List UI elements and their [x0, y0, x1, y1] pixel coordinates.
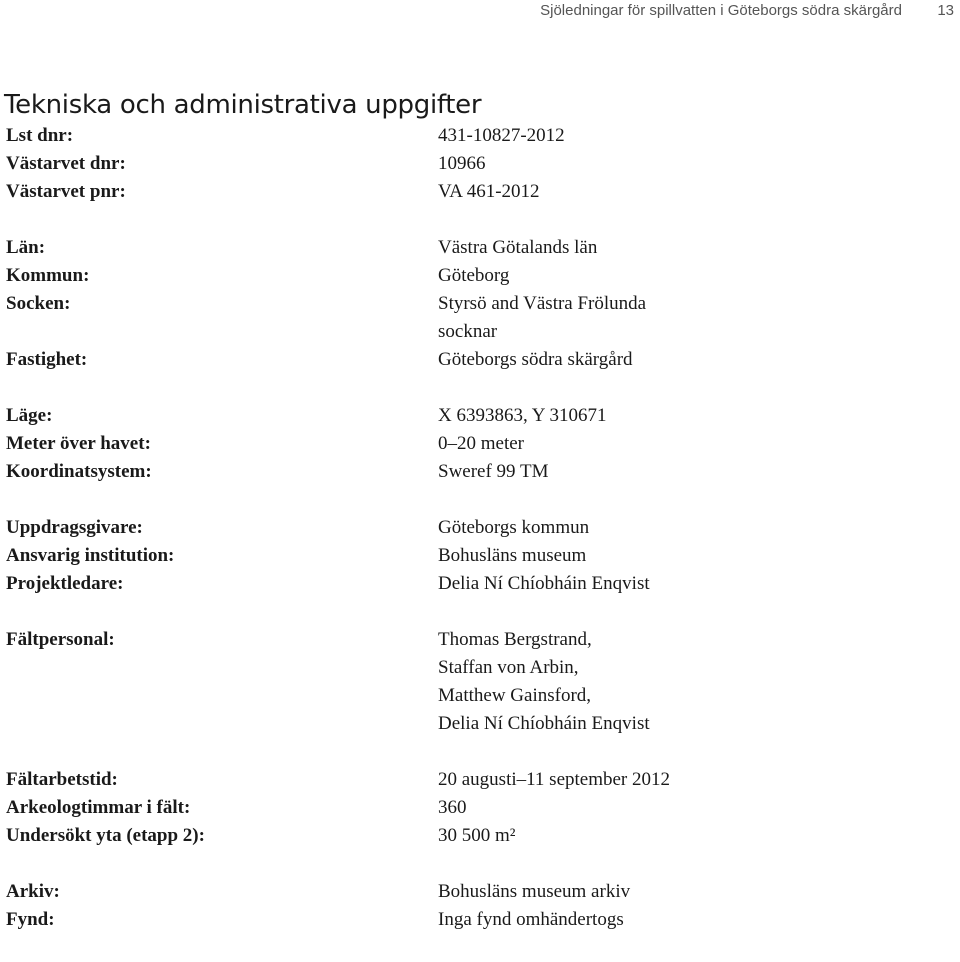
info-value — [438, 430, 946, 458]
info-row — [6, 234, 946, 262]
info-group — [6, 234, 946, 374]
info-value-line: Matthew Gainsford, — [438, 685, 592, 706]
info-row — [6, 626, 946, 738]
info-value — [438, 794, 946, 822]
info-group — [6, 878, 946, 934]
info-label: Län: — [6, 237, 46, 258]
info-label: Arkeologtimmar i fält: — [6, 797, 191, 818]
info-row — [6, 906, 946, 934]
info-row — [6, 122, 946, 150]
info-label: Undersökt yta (etapp 2): — [6, 825, 205, 846]
info-label: Ansvarig institution: — [6, 545, 175, 566]
info-row — [6, 262, 946, 290]
info-label: Fynd: — [6, 909, 55, 930]
info-label: Kommun: — [6, 265, 90, 286]
running-head — [0, 0, 960, 28]
info-value-line: 20 augusti–11 september 2012 — [438, 769, 671, 790]
info-value-line: Bohusläns museum arkiv — [438, 881, 631, 902]
running-head-title: Sjöledningar för spillvatten i Göteborgs södra skärgård — [540, 2, 902, 19]
info-value — [438, 290, 946, 346]
info-value — [438, 458, 946, 486]
info-label: Uppdragsgivare: — [6, 517, 143, 538]
info-label: Västarvet dnr: — [6, 153, 126, 174]
info-row — [6, 458, 946, 486]
info-value-line: 30 500 m² — [438, 825, 516, 846]
info-row — [6, 290, 946, 346]
info-row — [6, 150, 946, 178]
info-value-line: socknar — [438, 321, 498, 342]
info-value — [438, 822, 946, 850]
info-row — [6, 570, 946, 598]
info-row — [6, 542, 946, 570]
info-value-line: Bohusläns museum — [438, 545, 587, 566]
info-row — [6, 878, 946, 906]
info-row — [6, 178, 946, 206]
page-number: 13 — [937, 2, 954, 19]
info-value — [438, 570, 946, 598]
info-value-line: Göteborgs södra skärgård — [438, 349, 633, 370]
info-value — [438, 766, 946, 794]
info-value-line: VA 461-2012 — [438, 181, 540, 202]
info-value-line: Delia Ní Chíobháin Enqvist — [438, 573, 650, 594]
info-value — [438, 346, 946, 374]
technical-info-table — [6, 122, 946, 962]
info-value-line: Göteborgs kommun — [438, 517, 590, 538]
info-row — [6, 794, 946, 822]
info-group — [6, 402, 946, 486]
info-label: Socken: — [6, 293, 71, 314]
info-label: Läge: — [6, 405, 53, 426]
info-value — [438, 234, 946, 262]
info-value-line: Delia Ní Chíobháin Enqvist — [438, 713, 650, 734]
info-row — [6, 822, 946, 850]
info-value — [438, 402, 946, 430]
info-group — [6, 122, 946, 206]
info-value — [438, 122, 946, 150]
info-value-line: Sweref 99 TM — [438, 461, 549, 482]
info-value — [438, 906, 946, 934]
info-value-line: Västra Götalands län — [438, 237, 598, 258]
info-value — [438, 150, 946, 178]
info-row — [6, 514, 946, 542]
info-value-line: Thomas Bergstrand, — [438, 629, 592, 650]
info-label: Fastighet: — [6, 349, 88, 370]
info-value-line: 360 — [438, 797, 467, 818]
info-value — [438, 178, 946, 206]
info-group — [6, 626, 946, 738]
info-value — [438, 514, 946, 542]
info-row — [6, 346, 946, 374]
info-value-line: Styrsö and Västra Frölunda — [438, 293, 647, 314]
section-heading: Tekniska och administrativa uppgifter — [4, 90, 482, 120]
info-value — [438, 878, 946, 906]
info-group — [6, 514, 946, 598]
info-value-line: 10966 — [438, 153, 486, 174]
info-value — [438, 626, 946, 738]
info-label: Lst dnr: — [6, 125, 74, 146]
info-label: Meter över havet: — [6, 433, 151, 454]
info-label: Västarvet pnr: — [6, 181, 126, 202]
info-value — [438, 262, 946, 290]
info-value-line: Inga fynd omhändertogs — [438, 909, 624, 930]
info-label: Arkiv: — [6, 881, 60, 902]
info-value-line: Göteborg — [438, 265, 510, 286]
info-value-line: Staffan von Arbin, — [438, 657, 579, 678]
info-label: Fältarbetstid: — [6, 769, 118, 790]
info-label: Koordinatsystem: — [6, 461, 152, 482]
info-value-line: 431-10827-2012 — [438, 125, 565, 146]
info-value — [438, 542, 946, 570]
info-row — [6, 402, 946, 430]
info-row — [6, 766, 946, 794]
info-group — [6, 766, 946, 850]
info-label: Projektledare: — [6, 573, 124, 594]
info-value-line: X 6393863, Y 310671 — [438, 405, 607, 426]
info-label: Fältpersonal: — [6, 629, 115, 650]
info-value-line: 0–20 meter — [438, 433, 525, 454]
info-row — [6, 430, 946, 458]
